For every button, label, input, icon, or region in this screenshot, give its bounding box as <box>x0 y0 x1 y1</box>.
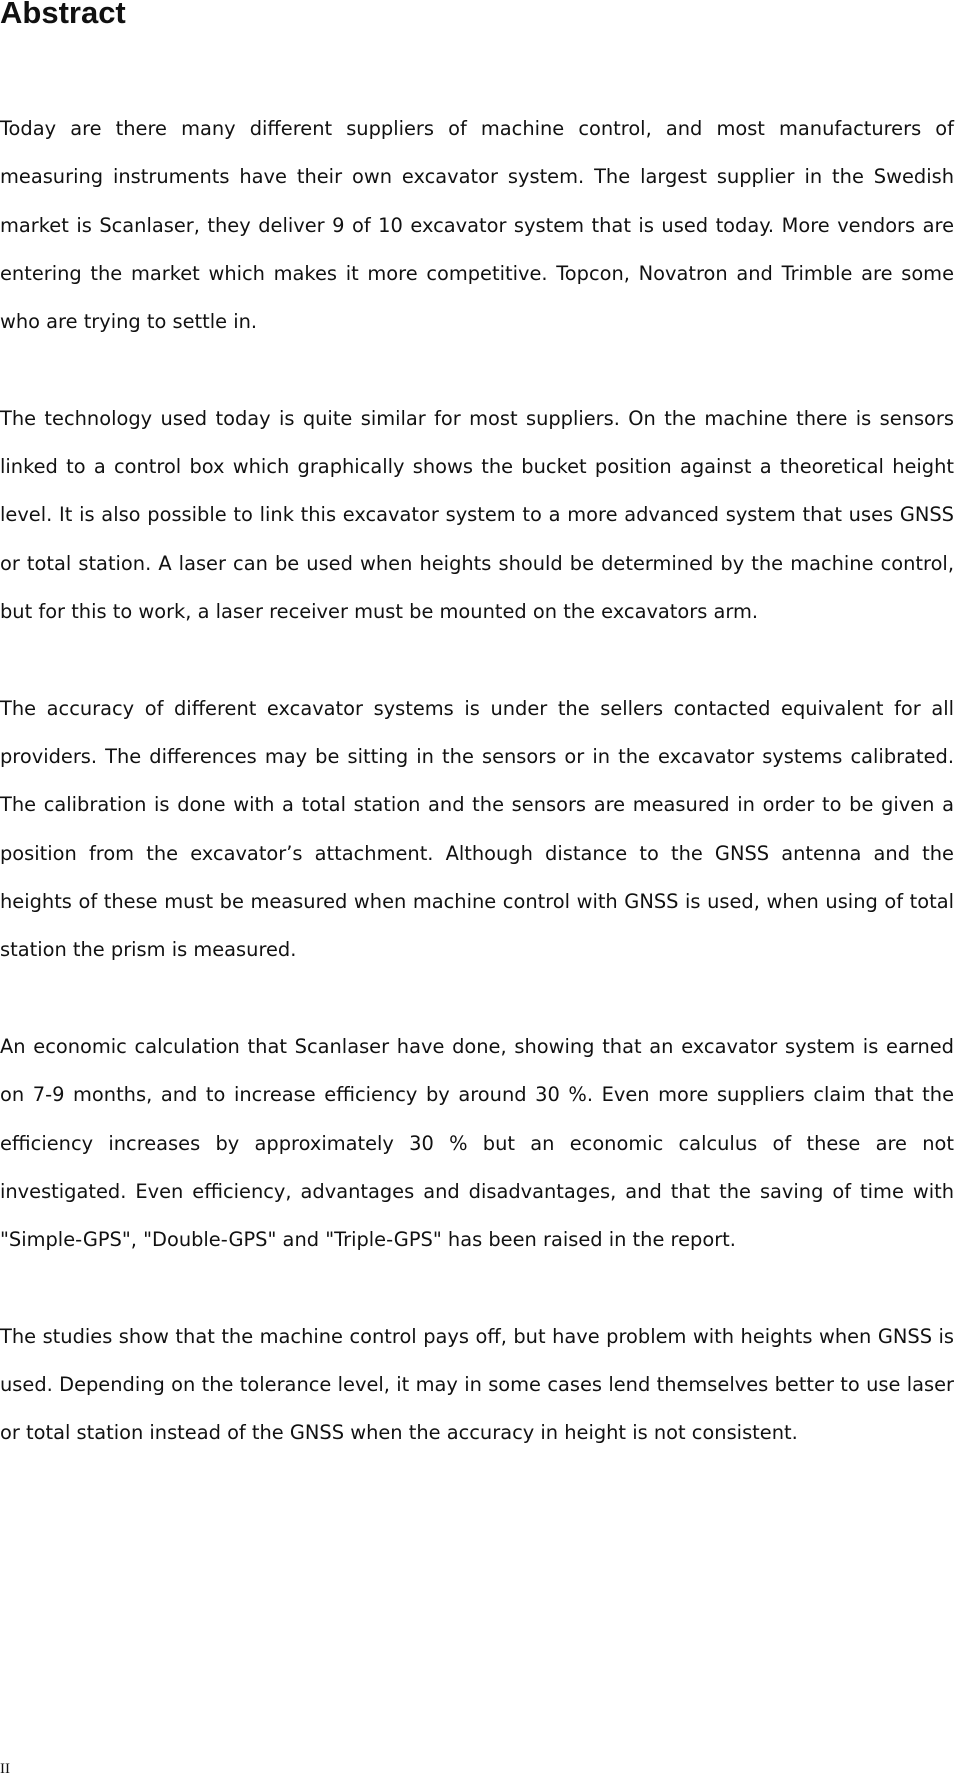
abstract-body <box>0 105 954 1506</box>
paragraph-conclusion: The studies show that the machine control pays off, but have problem with heights when GNSS is used. Depending on the tolerance level, it may in some cases lend themselves better to use laser or total station instead of the GNSS when the accuracy in height is not consistent. <box>0 1324 954 1445</box>
paragraph-economics: An economic calculation that Scanlaser have done, showing that an excavator system is earned on 7-9 months, and to increase efficiency by around 30 %. Even more suppliers claim that the efficiency increases by approximately 30 % but an economic calculus of these are not investigated. Even efficiency, advantages and disadvantages, and that the saving of time with "Simple-GPS", "Double-GPS" and "Triple-GPS" has been raised in the report. <box>0 1034 954 1252</box>
paragraph-accuracy: The accuracy of different excavator systems is under the sellers contacted equivalent for all providers. The differences may be sitting in the sensors or in the excavator systems calibrated. The calibration is done with a total station and the sensors are measured in order to be given a position from the excavator’s attachment. Although distance to the GNSS antenna and the heights of these must be measured when machine control with GNSS is used, when using of total station the prism is measured. <box>0 696 954 962</box>
page-number: II <box>0 1761 10 1777</box>
page-title: Abstract <box>0 0 126 30</box>
paragraph-suppliers: Today are there many different suppliers of machine control, and most manufacturers of measuring instruments have their own excavator system. The largest supplier in the Swedish market is Scanlaser, they deliver 9 of 10 excavator system that is used today. More vendors are entering the market which makes it more competitive. Topcon, Novatron and Trimble are some who are trying to settle in. <box>0 117 954 334</box>
paragraph-technology: The technology used today is quite similar for most suppliers. On the machine there is sensors linked to a control box which graphically shows the bucket position against a theoretical height level. It is also possible to link this excavator system to a more advanced system that uses GNSS or total station. A laser can be used when heights should be determined by the machine control, but for this to work, a laser receiver must be mounted on the excavators arm. <box>0 406 954 624</box>
